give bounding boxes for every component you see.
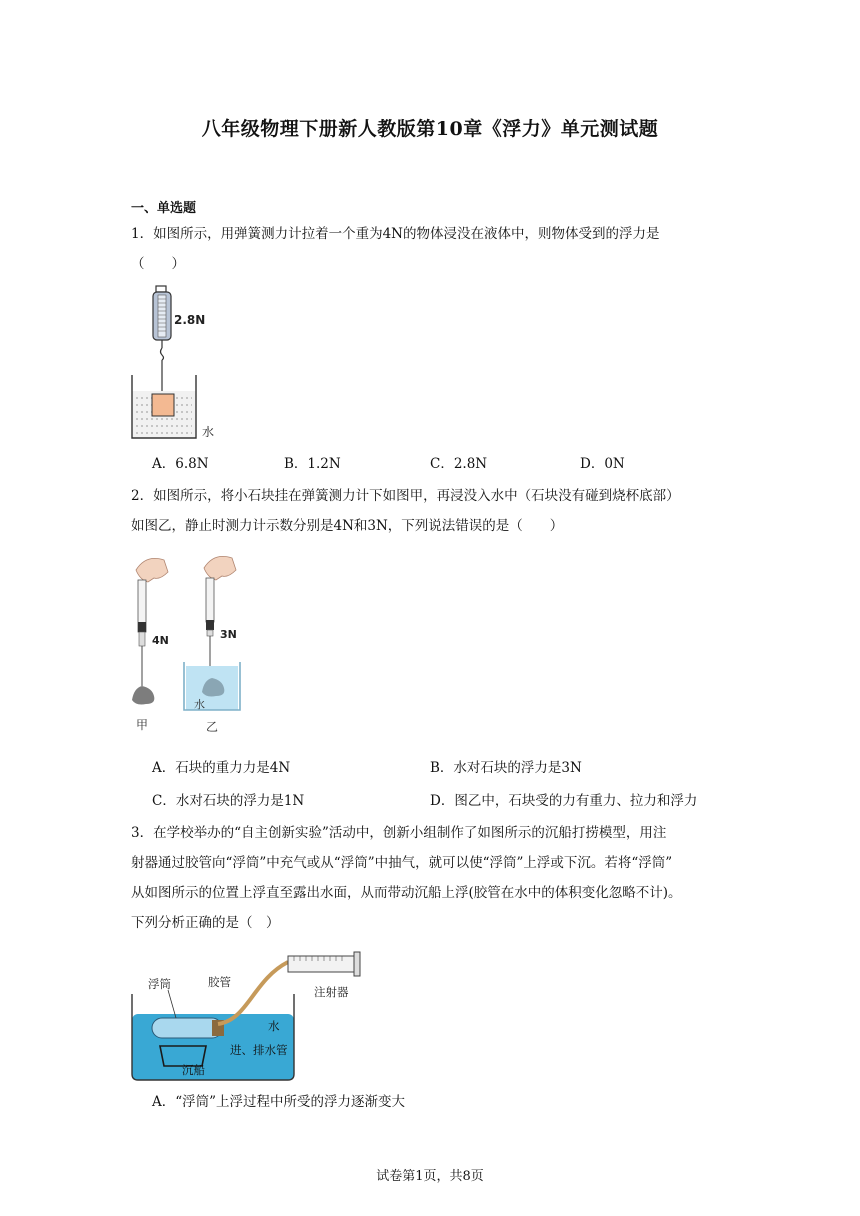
question-3-figure: [128, 950, 378, 1084]
question-1: [131, 219, 741, 279]
liquid-label: 水: [202, 425, 215, 439]
scale-a-rod: [139, 632, 145, 646]
label-jia: 甲: [136, 718, 149, 732]
scale-b-band: [206, 620, 214, 630]
page-footer: 试卷第1页，共8页: [376, 1169, 484, 1184]
q1-option-d[interactable]: D．0N: [580, 456, 625, 472]
q2-option-b[interactable]: B．水对石块的浮力是3N: [430, 760, 582, 776]
question-2-figure: [128, 552, 248, 737]
hook-icon: [161, 348, 164, 360]
question-1-figure: [128, 284, 228, 444]
syringe-barrel: [288, 956, 354, 972]
hand-icon: [204, 556, 236, 580]
question-1-line1: 1．如图所示，用弹簧测力计拉着一个重为4N的物体浸没在液体中，则物体受到的浮力是: [131, 226, 660, 242]
scale-reading-label: 2.8N: [174, 313, 206, 327]
label-yi: 乙: [206, 720, 219, 734]
scale-b-body: [206, 578, 214, 622]
question-2-number: 2．: [131, 488, 154, 504]
hose-label: 胶管: [208, 975, 231, 989]
question-1-line2: （ ）: [131, 256, 185, 272]
question-2: [131, 481, 741, 541]
q1-option-c[interactable]: C．2.8N: [430, 456, 488, 472]
ship-label: 沉船: [182, 1063, 205, 1077]
q3-option-a[interactable]: A．“浮筒”上浮过程中所受的浮力逐渐变大: [152, 1094, 406, 1110]
reading-a-label: 4N: [152, 634, 169, 647]
question-3-line3: 从如图所示的位置上浮直至露出水面，从而带动沉船上浮(胶管在水中的体积变化忽略不计)。: [131, 885, 682, 901]
q1-option-a[interactable]: A．6.8N: [152, 456, 209, 472]
question-3-line1: 3．在学校举办的“自主创新实验”活动中，创新小组制作了如图所示的沉船打捞模型，用注: [131, 825, 667, 841]
page-title: 八年级物理下册新人教版第10章《浮力》单元测试题: [201, 118, 659, 140]
question-3-number: 3．: [131, 825, 154, 841]
question-3: [131, 818, 741, 938]
pipe-label: 进、排水管: [230, 1043, 288, 1057]
stone-a: [132, 686, 154, 705]
water-label-b: 水: [194, 698, 205, 711]
reading-b-label: 3N: [220, 628, 237, 641]
water-label: 水: [268, 1019, 280, 1033]
syringe-label: 注射器: [314, 985, 349, 999]
q2-option-d[interactable]: D．图乙中，石块受的力有重力、拉力和浮力: [430, 793, 698, 809]
syringe-plunger: [354, 952, 360, 976]
submerged-block: [152, 394, 174, 416]
question-3-line2: 射器通过胶管向“浮筒”中充气或从“浮筒”中抽气，就可以使“浮筒”上浮或下沉。若将“浮筒”: [131, 855, 673, 871]
scale-a-band: [138, 622, 146, 632]
q2-option-a[interactable]: A．石块的重力力是4N: [152, 760, 291, 776]
question-2-line2: 如图乙，静止时测力计示数分别是4N和3N，下列说法错误的是（ ）: [131, 518, 564, 534]
q1-option-b[interactable]: B．1.2N: [284, 456, 341, 472]
section-heading: 一、单选题: [131, 201, 197, 216]
float-tube: [152, 1018, 222, 1038]
question-2-line1: 2．如图所示，将小石块挂在弹簧测力计下如图甲，再浸没入水中（石块没有碰到烧杯底部）: [131, 488, 680, 504]
question-1-number: 1．: [131, 226, 154, 242]
q2-option-c[interactable]: C．水对石块的浮力是1N: [152, 793, 305, 809]
float-label: 浮筒: [148, 977, 171, 991]
float-pointer: [168, 990, 176, 1018]
spring-scale-hook-top: [156, 286, 166, 292]
scale-b-rod: [207, 630, 213, 636]
question-3-line4: 下列分析正确的是（ ）: [131, 915, 280, 931]
hand-icon: [136, 558, 168, 582]
